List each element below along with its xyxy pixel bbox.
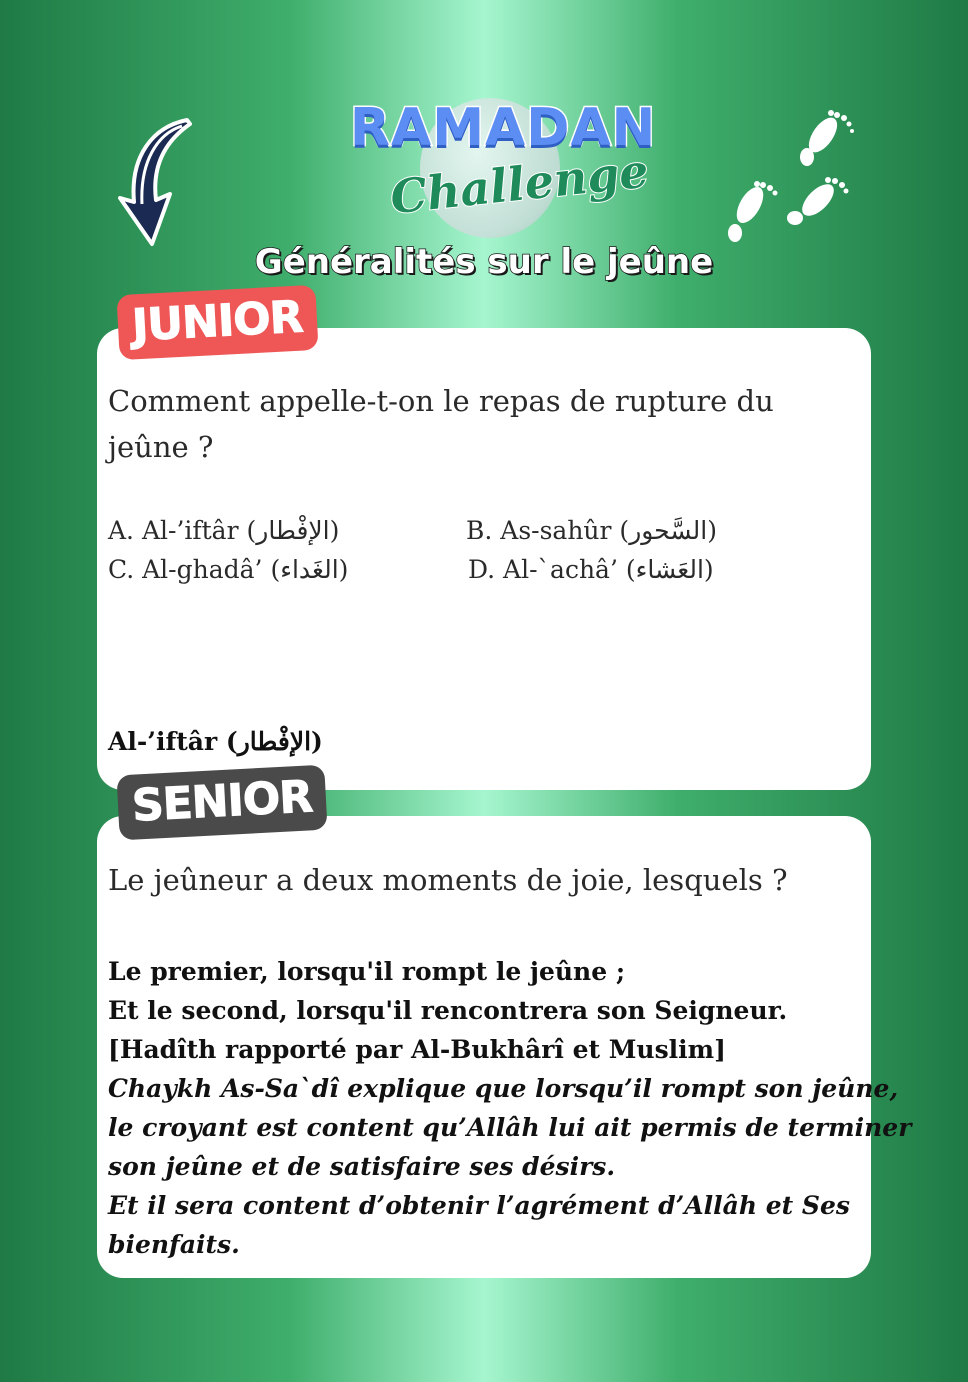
senior-question: Le jeûneur a deux moments de joie, lesquels ? bbox=[108, 863, 788, 897]
footprints-icon bbox=[715, 105, 865, 255]
junior-question: Comment appelle-t-on le repas de rupture du jeûne ? bbox=[108, 384, 774, 464]
option-b: B. As-sahûr (السَّحور) bbox=[466, 516, 717, 545]
option-d: D. Al-`achâ’ (العَشاء) bbox=[468, 555, 714, 584]
logo-ramadan: RAMADAN bbox=[350, 98, 657, 158]
logo-challenge: Challenge bbox=[387, 143, 651, 225]
junior-badge: JUNIOR bbox=[116, 285, 318, 360]
curved-arrow-icon bbox=[112, 112, 202, 252]
page-title: Généralités sur le jeûne bbox=[254, 242, 714, 282]
hadith-reference: [Hadîth rapporté par Al-Bukhârî et Muslim] bbox=[108, 1035, 726, 1064]
explanation-line: bienfaits. bbox=[108, 1230, 240, 1259]
explanation-line: son jeûne et de satisfaire ses désirs. bbox=[108, 1152, 616, 1181]
option-a: A. Al-’iftâr (الإفْطار) bbox=[108, 516, 340, 545]
explanation-line: Chaykh As-Sa`dî explique que lorsqu’il rompt son jeûne, bbox=[108, 1074, 899, 1103]
explanation-line: le croyant est content qu’Allâh lui ait permis de terminer bbox=[108, 1113, 912, 1142]
senior-answer-line: Le premier, lorsqu'il rompt le jeûne ; bbox=[108, 957, 626, 986]
senior-badge: SENIOR bbox=[116, 765, 327, 841]
senior-answer-line: Et le second, lorsqu'il rencontrera son Seigneur. bbox=[108, 996, 788, 1025]
option-c: C. Al-ghadâ’ (الغَداء) bbox=[108, 555, 349, 584]
explanation-line: Et il sera content d’obtenir l’agrément d’Allâh et Ses bbox=[108, 1191, 850, 1220]
junior-answer: Al-’iftâr (الإفْطار) bbox=[108, 727, 323, 756]
